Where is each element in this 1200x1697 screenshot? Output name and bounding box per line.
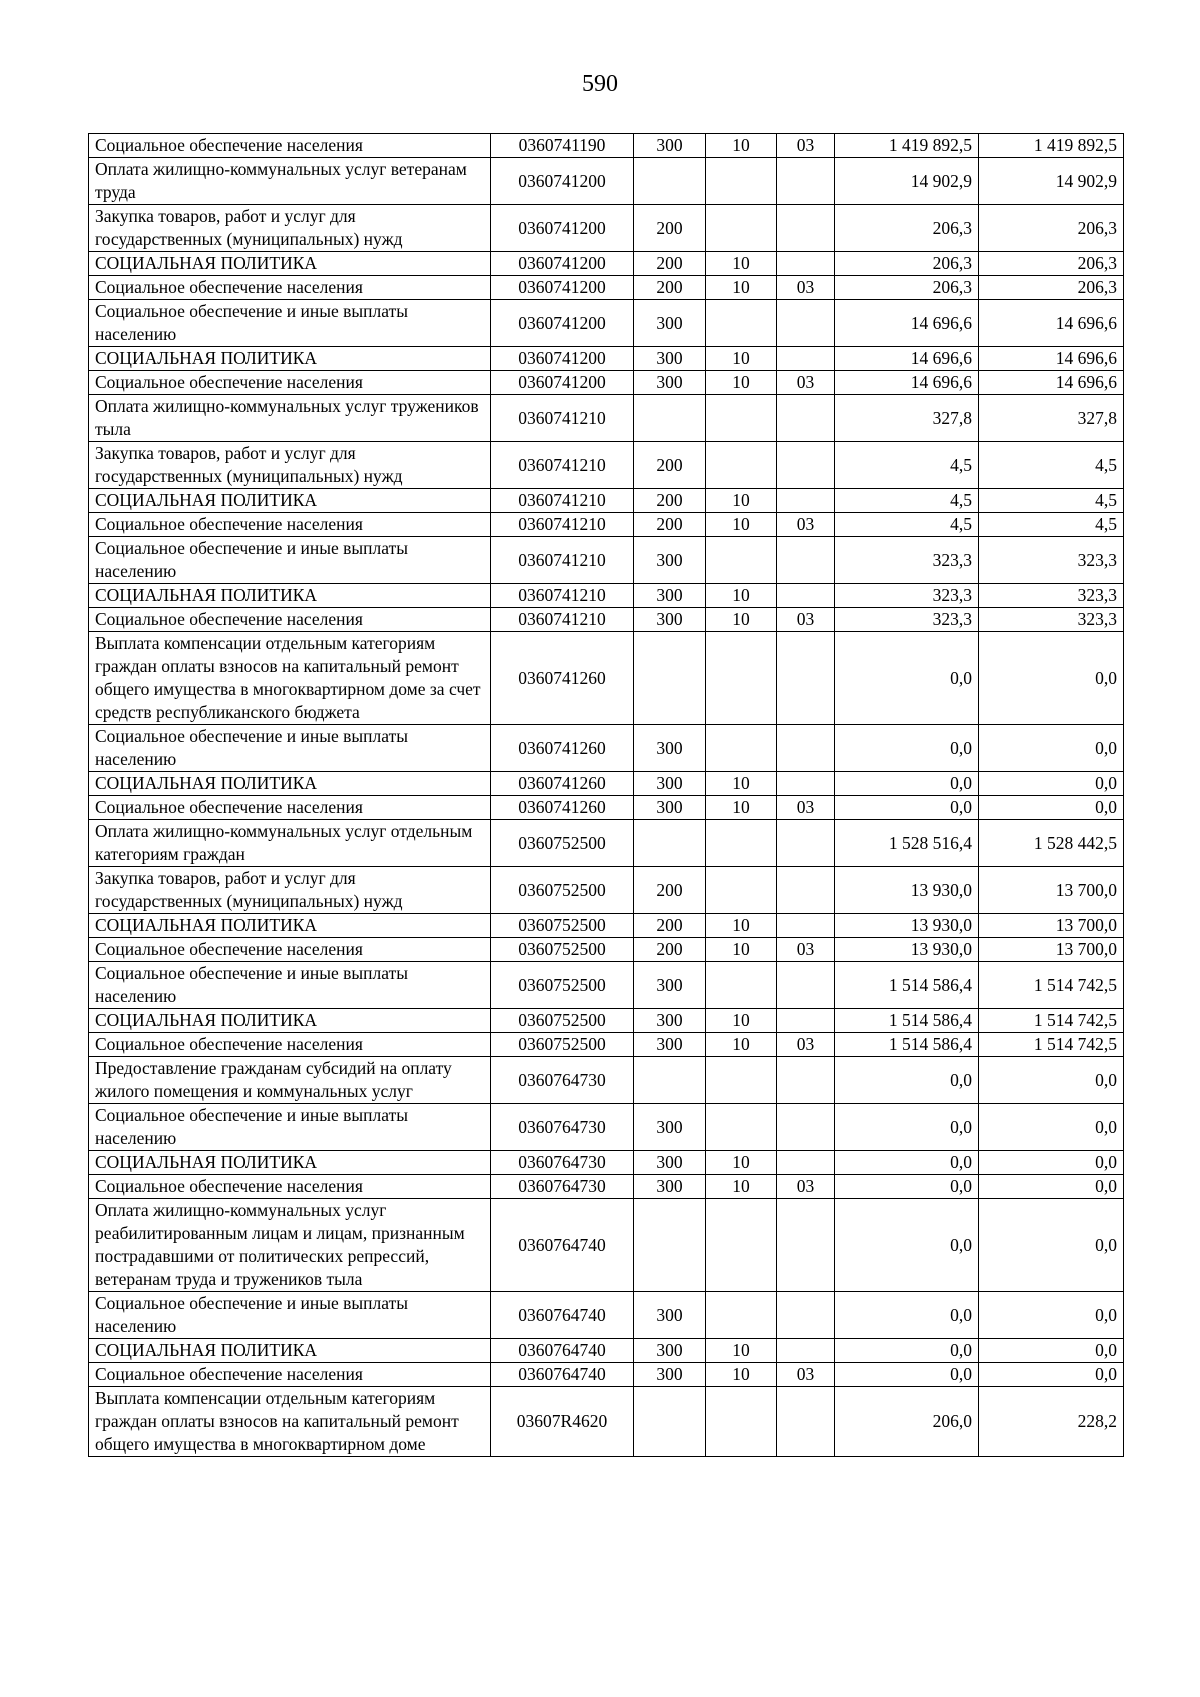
table-row bbox=[89, 1151, 1124, 1175]
row-amount-2-cell: 4,5 bbox=[979, 513, 1124, 537]
table-row bbox=[89, 584, 1124, 608]
row-name-cell: Выплата компенсации отдельным категориям граждан оплаты взносов на капитальный ремонт общего имущества в многоквартирном доме bbox=[89, 1387, 491, 1457]
row-code-cell: 0360764740 bbox=[491, 1292, 634, 1339]
row-section-cell bbox=[706, 1292, 777, 1339]
row-expense-type-cell: 300 bbox=[634, 371, 706, 395]
row-amount-1-cell: 0,0 bbox=[835, 1292, 979, 1339]
row-expense-type-cell bbox=[634, 1057, 706, 1104]
row-section-cell bbox=[706, 867, 777, 914]
row-amount-1-cell: 1 514 586,4 bbox=[835, 1009, 979, 1033]
table-row bbox=[89, 962, 1124, 1009]
row-name-cell: Социальное обеспечение населения bbox=[89, 1363, 491, 1387]
row-name-cell: Социальное обеспечение и иные выплаты населению bbox=[89, 962, 491, 1009]
row-section-cell: 10 bbox=[706, 513, 777, 537]
row-code-cell: 0360741200 bbox=[491, 371, 634, 395]
row-amount-2-cell: 4,5 bbox=[979, 489, 1124, 513]
row-subsection-cell bbox=[777, 820, 835, 867]
row-amount-1-cell: 1 419 892,5 bbox=[835, 134, 979, 158]
row-subsection-cell: 03 bbox=[777, 134, 835, 158]
row-section-cell: 10 bbox=[706, 1339, 777, 1363]
row-name-cell: СОЦИАЛЬНАЯ ПОЛИТИКА bbox=[89, 252, 491, 276]
row-section-cell: 10 bbox=[706, 772, 777, 796]
row-amount-1-cell: 14 902,9 bbox=[835, 158, 979, 205]
row-code-cell: 0360741260 bbox=[491, 772, 634, 796]
row-expense-type-cell: 200 bbox=[634, 205, 706, 252]
row-subsection-cell: 03 bbox=[777, 608, 835, 632]
row-expense-type-cell: 200 bbox=[634, 513, 706, 537]
table-row bbox=[89, 347, 1124, 371]
row-code-cell: 03607R4620 bbox=[491, 1387, 634, 1457]
row-code-cell: 0360741260 bbox=[491, 725, 634, 772]
table-row bbox=[89, 820, 1124, 867]
row-code-cell: 0360741210 bbox=[491, 608, 634, 632]
row-name-cell: Социальное обеспечение населения bbox=[89, 276, 491, 300]
row-name-cell: Социальное обеспечение и иные выплаты населению bbox=[89, 1292, 491, 1339]
row-amount-2-cell: 13 700,0 bbox=[979, 867, 1124, 914]
table-row bbox=[89, 632, 1124, 725]
row-expense-type-cell bbox=[634, 1199, 706, 1292]
row-amount-2-cell: 206,3 bbox=[979, 276, 1124, 300]
row-amount-1-cell: 4,5 bbox=[835, 442, 979, 489]
row-subsection-cell: 03 bbox=[777, 938, 835, 962]
row-amount-1-cell: 0,0 bbox=[835, 1151, 979, 1175]
row-code-cell: 0360764740 bbox=[491, 1199, 634, 1292]
row-amount-2-cell: 0,0 bbox=[979, 1199, 1124, 1292]
table-row bbox=[89, 513, 1124, 537]
table-row bbox=[89, 867, 1124, 914]
row-amount-2-cell: 327,8 bbox=[979, 395, 1124, 442]
row-amount-2-cell: 14 902,9 bbox=[979, 158, 1124, 205]
row-expense-type-cell: 300 bbox=[634, 796, 706, 820]
row-section-cell bbox=[706, 962, 777, 1009]
row-amount-1-cell: 14 696,6 bbox=[835, 300, 979, 347]
row-code-cell: 0360764730 bbox=[491, 1151, 634, 1175]
row-code-cell: 0360741210 bbox=[491, 513, 634, 537]
row-code-cell: 0360741210 bbox=[491, 395, 634, 442]
row-subsection-cell bbox=[777, 772, 835, 796]
row-code-cell: 0360764730 bbox=[491, 1175, 634, 1199]
row-subsection-cell: 03 bbox=[777, 1175, 835, 1199]
row-code-cell: 0360752500 bbox=[491, 820, 634, 867]
row-amount-2-cell: 4,5 bbox=[979, 442, 1124, 489]
row-expense-type-cell: 200 bbox=[634, 252, 706, 276]
row-amount-1-cell: 206,3 bbox=[835, 276, 979, 300]
row-code-cell: 0360752500 bbox=[491, 962, 634, 1009]
row-amount-2-cell: 1 514 742,5 bbox=[979, 962, 1124, 1009]
table-row bbox=[89, 1387, 1124, 1457]
row-amount-2-cell: 14 696,6 bbox=[979, 371, 1124, 395]
row-section-cell bbox=[706, 395, 777, 442]
row-expense-type-cell: 300 bbox=[634, 347, 706, 371]
row-name-cell: СОЦИАЛЬНАЯ ПОЛИТИКА bbox=[89, 489, 491, 513]
row-amount-2-cell: 0,0 bbox=[979, 1057, 1124, 1104]
table-row bbox=[89, 1363, 1124, 1387]
table-row bbox=[89, 914, 1124, 938]
row-expense-type-cell: 200 bbox=[634, 867, 706, 914]
row-subsection-cell bbox=[777, 914, 835, 938]
row-amount-1-cell: 1 514 586,4 bbox=[835, 962, 979, 1009]
table-row bbox=[89, 134, 1124, 158]
row-section-cell bbox=[706, 1057, 777, 1104]
row-section-cell bbox=[706, 1387, 777, 1457]
row-amount-2-cell: 206,3 bbox=[979, 252, 1124, 276]
row-subsection-cell bbox=[777, 300, 835, 347]
row-section-cell bbox=[706, 158, 777, 205]
row-section-cell: 10 bbox=[706, 252, 777, 276]
table-row bbox=[89, 300, 1124, 347]
table-row bbox=[89, 442, 1124, 489]
table-row bbox=[89, 489, 1124, 513]
row-amount-2-cell: 1 528 442,5 bbox=[979, 820, 1124, 867]
row-amount-2-cell: 13 700,0 bbox=[979, 938, 1124, 962]
row-subsection-cell: 03 bbox=[777, 513, 835, 537]
row-subsection-cell bbox=[777, 158, 835, 205]
row-amount-1-cell: 1 514 586,4 bbox=[835, 1033, 979, 1057]
row-amount-2-cell: 0,0 bbox=[979, 725, 1124, 772]
row-amount-2-cell: 206,3 bbox=[979, 205, 1124, 252]
table-row bbox=[89, 537, 1124, 584]
table-body bbox=[89, 134, 1124, 1457]
row-amount-2-cell: 0,0 bbox=[979, 796, 1124, 820]
row-amount-1-cell: 13 930,0 bbox=[835, 938, 979, 962]
row-code-cell: 0360752500 bbox=[491, 1009, 634, 1033]
row-expense-type-cell bbox=[634, 820, 706, 867]
row-name-cell: Предоставление гражданам субсидий на оплату жилого помещения и коммунальных услуг bbox=[89, 1057, 491, 1104]
row-code-cell: 0360752500 bbox=[491, 867, 634, 914]
budget-table bbox=[88, 133, 1124, 1457]
row-code-cell: 0360741200 bbox=[491, 347, 634, 371]
row-subsection-cell bbox=[777, 252, 835, 276]
row-code-cell: 0360741210 bbox=[491, 584, 634, 608]
row-subsection-cell: 03 bbox=[777, 1363, 835, 1387]
row-amount-1-cell: 0,0 bbox=[835, 632, 979, 725]
row-subsection-cell bbox=[777, 1199, 835, 1292]
row-name-cell: Социальное обеспечение населения bbox=[89, 371, 491, 395]
row-amount-2-cell: 1 514 742,5 bbox=[979, 1033, 1124, 1057]
row-amount-1-cell: 206,3 bbox=[835, 252, 979, 276]
row-subsection-cell bbox=[777, 395, 835, 442]
row-name-cell: Социальное обеспечение населения bbox=[89, 796, 491, 820]
row-amount-2-cell: 0,0 bbox=[979, 632, 1124, 725]
row-section-cell: 10 bbox=[706, 1151, 777, 1175]
row-expense-type-cell: 300 bbox=[634, 1151, 706, 1175]
row-expense-type-cell: 300 bbox=[634, 1104, 706, 1151]
row-amount-2-cell: 323,3 bbox=[979, 584, 1124, 608]
row-expense-type-cell: 300 bbox=[634, 1363, 706, 1387]
row-amount-2-cell: 0,0 bbox=[979, 1151, 1124, 1175]
row-name-cell: Закупка товаров, работ и услуг для государственных (муниципальных) нужд bbox=[89, 867, 491, 914]
row-name-cell: Социальное обеспечение населения bbox=[89, 1175, 491, 1199]
table-row bbox=[89, 608, 1124, 632]
row-section-cell: 10 bbox=[706, 347, 777, 371]
row-subsection-cell bbox=[777, 1292, 835, 1339]
table-row bbox=[89, 371, 1124, 395]
row-code-cell: 0360741200 bbox=[491, 276, 634, 300]
row-section-cell bbox=[706, 1104, 777, 1151]
row-expense-type-cell bbox=[634, 395, 706, 442]
row-expense-type-cell: 300 bbox=[634, 608, 706, 632]
row-code-cell: 0360764730 bbox=[491, 1057, 634, 1104]
row-section-cell: 10 bbox=[706, 938, 777, 962]
row-subsection-cell: 03 bbox=[777, 796, 835, 820]
row-expense-type-cell: 300 bbox=[634, 1033, 706, 1057]
row-expense-type-cell: 300 bbox=[634, 1009, 706, 1033]
row-amount-2-cell: 0,0 bbox=[979, 772, 1124, 796]
row-amount-1-cell: 0,0 bbox=[835, 1339, 979, 1363]
row-expense-type-cell: 200 bbox=[634, 914, 706, 938]
row-name-cell: Оплата жилищно-коммунальных услуг ветеранам труда bbox=[89, 158, 491, 205]
row-amount-2-cell: 1 419 892,5 bbox=[979, 134, 1124, 158]
row-name-cell: СОЦИАЛЬНАЯ ПОЛИТИКА bbox=[89, 1009, 491, 1033]
row-section-cell bbox=[706, 632, 777, 725]
row-name-cell: Закупка товаров, работ и услуг для государственных (муниципальных) нужд bbox=[89, 205, 491, 252]
row-name-cell: СОЦИАЛЬНАЯ ПОЛИТИКА bbox=[89, 914, 491, 938]
row-name-cell: Социальное обеспечение и иные выплаты населению bbox=[89, 300, 491, 347]
row-amount-1-cell: 0,0 bbox=[835, 1104, 979, 1151]
row-section-cell: 10 bbox=[706, 796, 777, 820]
row-subsection-cell bbox=[777, 1387, 835, 1457]
row-subsection-cell bbox=[777, 632, 835, 725]
table-row bbox=[89, 1199, 1124, 1292]
row-subsection-cell bbox=[777, 1339, 835, 1363]
row-code-cell: 0360741200 bbox=[491, 300, 634, 347]
row-section-cell bbox=[706, 725, 777, 772]
row-expense-type-cell: 300 bbox=[634, 537, 706, 584]
row-amount-1-cell: 13 930,0 bbox=[835, 914, 979, 938]
row-amount-2-cell: 0,0 bbox=[979, 1292, 1124, 1339]
row-amount-1-cell: 206,3 bbox=[835, 205, 979, 252]
row-code-cell: 0360741190 bbox=[491, 134, 634, 158]
row-code-cell: 0360741210 bbox=[491, 489, 634, 513]
row-amount-1-cell: 0,0 bbox=[835, 1363, 979, 1387]
row-expense-type-cell bbox=[634, 632, 706, 725]
row-subsection-cell bbox=[777, 1009, 835, 1033]
row-amount-2-cell: 0,0 bbox=[979, 1104, 1124, 1151]
row-amount-1-cell: 323,3 bbox=[835, 584, 979, 608]
row-amount-2-cell: 1 514 742,5 bbox=[979, 1009, 1124, 1033]
row-expense-type-cell: 300 bbox=[634, 134, 706, 158]
row-amount-1-cell: 14 696,6 bbox=[835, 347, 979, 371]
row-name-cell: СОЦИАЛЬНАЯ ПОЛИТИКА bbox=[89, 1339, 491, 1363]
row-section-cell: 10 bbox=[706, 1009, 777, 1033]
row-expense-type-cell: 300 bbox=[634, 1175, 706, 1199]
row-name-cell: Социальное обеспечение населения bbox=[89, 134, 491, 158]
table-row bbox=[89, 205, 1124, 252]
row-amount-1-cell: 4,5 bbox=[835, 513, 979, 537]
row-expense-type-cell: 200 bbox=[634, 489, 706, 513]
row-name-cell: Социальное обеспечение и иные выплаты населению bbox=[89, 537, 491, 584]
row-subsection-cell bbox=[777, 867, 835, 914]
row-code-cell: 0360764740 bbox=[491, 1363, 634, 1387]
row-code-cell: 0360741200 bbox=[491, 252, 634, 276]
row-amount-1-cell: 0,0 bbox=[835, 796, 979, 820]
row-amount-1-cell: 0,0 bbox=[835, 1175, 979, 1199]
row-subsection-cell: 03 bbox=[777, 276, 835, 300]
row-expense-type-cell: 200 bbox=[634, 276, 706, 300]
row-subsection-cell: 03 bbox=[777, 1033, 835, 1057]
row-amount-1-cell: 13 930,0 bbox=[835, 867, 979, 914]
row-code-cell: 0360764740 bbox=[491, 1339, 634, 1363]
row-section-cell bbox=[706, 205, 777, 252]
row-code-cell: 0360741260 bbox=[491, 632, 634, 725]
row-name-cell: Социальное обеспечение населения bbox=[89, 1033, 491, 1057]
row-amount-2-cell: 14 696,6 bbox=[979, 300, 1124, 347]
table-row bbox=[89, 725, 1124, 772]
row-name-cell: Оплата жилищно-коммунальных услуг тружеников тыла bbox=[89, 395, 491, 442]
row-section-cell bbox=[706, 1199, 777, 1292]
row-code-cell: 0360741260 bbox=[491, 796, 634, 820]
table-row bbox=[89, 395, 1124, 442]
row-section-cell: 10 bbox=[706, 1363, 777, 1387]
table-row bbox=[89, 1339, 1124, 1363]
row-section-cell: 10 bbox=[706, 914, 777, 938]
table-row bbox=[89, 1009, 1124, 1033]
row-section-cell: 10 bbox=[706, 608, 777, 632]
row-amount-1-cell: 14 696,6 bbox=[835, 371, 979, 395]
table-row bbox=[89, 796, 1124, 820]
row-subsection-cell bbox=[777, 962, 835, 1009]
row-code-cell: 0360752500 bbox=[491, 914, 634, 938]
row-section-cell: 10 bbox=[706, 134, 777, 158]
row-subsection-cell bbox=[777, 725, 835, 772]
row-expense-type-cell: 300 bbox=[634, 962, 706, 1009]
row-name-cell: Социальное обеспечение и иные выплаты населению bbox=[89, 1104, 491, 1151]
table-row bbox=[89, 772, 1124, 796]
row-name-cell: Оплата жилищно-коммунальных услуг отдельным категориям граждан bbox=[89, 820, 491, 867]
row-subsection-cell bbox=[777, 347, 835, 371]
row-name-cell: Выплата компенсации отдельным категориям граждан оплаты взносов на капитальный ремонт общего имущества в многоквартирном доме за счет средств республиканского бюджета bbox=[89, 632, 491, 725]
table-row bbox=[89, 1104, 1124, 1151]
row-amount-2-cell: 0,0 bbox=[979, 1363, 1124, 1387]
table-row bbox=[89, 1292, 1124, 1339]
row-subsection-cell bbox=[777, 584, 835, 608]
row-code-cell: 0360752500 bbox=[491, 1033, 634, 1057]
row-section-cell: 10 bbox=[706, 276, 777, 300]
row-amount-2-cell: 0,0 bbox=[979, 1175, 1124, 1199]
row-section-cell: 10 bbox=[706, 1175, 777, 1199]
row-amount-1-cell: 206,0 bbox=[835, 1387, 979, 1457]
row-code-cell: 0360752500 bbox=[491, 938, 634, 962]
row-expense-type-cell: 300 bbox=[634, 584, 706, 608]
row-amount-2-cell: 0,0 bbox=[979, 1339, 1124, 1363]
row-name-cell: Социальное обеспечение населения bbox=[89, 938, 491, 962]
table-row bbox=[89, 938, 1124, 962]
row-amount-1-cell: 4,5 bbox=[835, 489, 979, 513]
row-section-cell bbox=[706, 820, 777, 867]
row-code-cell: 0360741200 bbox=[491, 205, 634, 252]
row-subsection-cell bbox=[777, 1057, 835, 1104]
row-expense-type-cell: 300 bbox=[634, 725, 706, 772]
row-name-cell: Закупка товаров, работ и услуг для государственных (муниципальных) нужд bbox=[89, 442, 491, 489]
row-amount-2-cell: 13 700,0 bbox=[979, 914, 1124, 938]
row-name-cell: СОЦИАЛЬНАЯ ПОЛИТИКА bbox=[89, 772, 491, 796]
table-row bbox=[89, 276, 1124, 300]
row-subsection-cell bbox=[777, 1151, 835, 1175]
row-amount-1-cell: 0,0 bbox=[835, 1057, 979, 1104]
row-name-cell: Социальное обеспечение и иные выплаты населению bbox=[89, 725, 491, 772]
row-subsection-cell bbox=[777, 1104, 835, 1151]
row-code-cell: 0360764730 bbox=[491, 1104, 634, 1151]
row-name-cell: СОЦИАЛЬНАЯ ПОЛИТИКА bbox=[89, 1151, 491, 1175]
row-expense-type-cell bbox=[634, 1387, 706, 1457]
table-row bbox=[89, 1175, 1124, 1199]
row-amount-2-cell: 228,2 bbox=[979, 1387, 1124, 1457]
table-row bbox=[89, 1033, 1124, 1057]
row-expense-type-cell: 200 bbox=[634, 938, 706, 962]
row-amount-1-cell: 327,8 bbox=[835, 395, 979, 442]
row-code-cell: 0360741200 bbox=[491, 158, 634, 205]
row-subsection-cell bbox=[777, 537, 835, 584]
row-expense-type-cell: 200 bbox=[634, 442, 706, 489]
row-name-cell: Оплата жилищно-коммунальных услуг реабилитированным лицам и лицам, признанным пострадавшими от политических репрессий, ветеранам труда и тружеников тыла bbox=[89, 1199, 491, 1292]
row-amount-1-cell: 0,0 bbox=[835, 725, 979, 772]
row-expense-type-cell: 300 bbox=[634, 772, 706, 796]
row-name-cell: Социальное обеспечение населения bbox=[89, 513, 491, 537]
row-expense-type-cell: 300 bbox=[634, 1292, 706, 1339]
row-section-cell bbox=[706, 442, 777, 489]
page-number: 590 bbox=[582, 71, 618, 97]
table-row bbox=[89, 252, 1124, 276]
row-expense-type-cell bbox=[634, 158, 706, 205]
row-amount-1-cell: 0,0 bbox=[835, 772, 979, 796]
row-subsection-cell bbox=[777, 442, 835, 489]
row-amount-1-cell: 323,3 bbox=[835, 537, 979, 584]
row-amount-1-cell: 323,3 bbox=[835, 608, 979, 632]
table-row bbox=[89, 158, 1124, 205]
row-section-cell: 10 bbox=[706, 489, 777, 513]
row-amount-1-cell: 1 528 516,4 bbox=[835, 820, 979, 867]
row-code-cell: 0360741210 bbox=[491, 442, 634, 489]
row-amount-2-cell: 323,3 bbox=[979, 537, 1124, 584]
row-amount-2-cell: 323,3 bbox=[979, 608, 1124, 632]
row-section-cell bbox=[706, 300, 777, 347]
row-amount-1-cell: 0,0 bbox=[835, 1199, 979, 1292]
row-code-cell: 0360741210 bbox=[491, 537, 634, 584]
row-amount-2-cell: 14 696,6 bbox=[979, 347, 1124, 371]
table-row bbox=[89, 1057, 1124, 1104]
row-subsection-cell: 03 bbox=[777, 371, 835, 395]
row-expense-type-cell: 300 bbox=[634, 300, 706, 347]
row-section-cell bbox=[706, 537, 777, 584]
row-subsection-cell bbox=[777, 205, 835, 252]
row-section-cell: 10 bbox=[706, 371, 777, 395]
row-section-cell: 10 bbox=[706, 584, 777, 608]
row-name-cell: Социальное обеспечение населения bbox=[89, 608, 491, 632]
row-section-cell: 10 bbox=[706, 1033, 777, 1057]
row-name-cell: СОЦИАЛЬНАЯ ПОЛИТИКА bbox=[89, 347, 491, 371]
row-subsection-cell bbox=[777, 489, 835, 513]
row-expense-type-cell: 300 bbox=[634, 1339, 706, 1363]
row-name-cell: СОЦИАЛЬНАЯ ПОЛИТИКА bbox=[89, 584, 491, 608]
